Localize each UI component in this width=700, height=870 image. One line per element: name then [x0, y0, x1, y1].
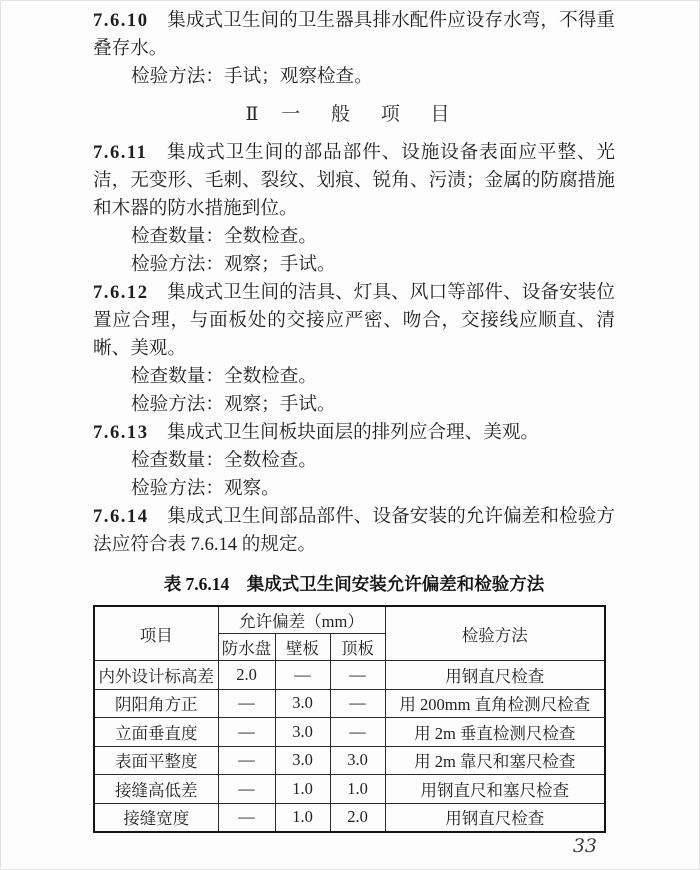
- table-row: [94, 718, 605, 747]
- clause-7-6-13-method: 检验方法：观察。: [131, 478, 280, 499]
- cell-pan: —: [218, 689, 275, 718]
- clause-7-6-11: [93, 139, 615, 223]
- clause-text: 集成式卫生间板块面层的排列应合理、美观。: [167, 422, 540, 443]
- page-content: [93, 7, 615, 833]
- section-heading: [93, 101, 615, 129]
- cell-method: 用钢直尺和塞尺检查: [385, 775, 605, 804]
- cell-method: 用钢直尺检查: [385, 661, 605, 690]
- cell-wall: 3.0: [275, 689, 330, 718]
- page-number: 33: [572, 835, 597, 857]
- clause-number: 7.6.14: [93, 506, 149, 527]
- cell-method: 用 2m 靠尺和塞尺检查: [385, 746, 605, 775]
- cell-wall: 1.0: [275, 775, 330, 804]
- cell-pan: —: [218, 718, 275, 747]
- clause-7-6-13-quantity: 检查数量：全数检查。: [131, 450, 317, 471]
- table-title: 表 7.6.14 集成式卫生间安装允许偏差和检验方法: [163, 574, 545, 594]
- table-row: [94, 661, 605, 690]
- clause-7-6-11-quantity: 检查数量：全数检查。: [131, 226, 317, 247]
- section-title: 一 般 项 目: [281, 104, 463, 125]
- table-row: [94, 689, 605, 718]
- table-row: [94, 803, 605, 832]
- clause-7-6-13: [93, 419, 615, 447]
- table-header-row-1: [94, 606, 605, 634]
- clause-7-6-10: [93, 7, 615, 63]
- cell-wall: 1.0: [275, 803, 330, 832]
- cell-item: 内外设计标高差: [94, 661, 218, 690]
- cell-item: 阴阳角方正: [94, 689, 218, 718]
- column-header-item: 项目: [94, 606, 218, 661]
- cell-pan: —: [218, 746, 275, 775]
- clause-number: 7.6.11: [93, 142, 148, 163]
- clause-7-6-11-method: 检验方法：观察；手试。: [131, 254, 336, 275]
- column-header-tolerance-group: 允许偏差（mm）: [218, 606, 385, 634]
- clause-text: 集成式卫生间的卫生器具排水配件应设存水弯，不得重叠存水。: [93, 10, 615, 59]
- cell-wall: 3.0: [275, 746, 330, 775]
- cell-ceiling: 3.0: [330, 746, 385, 775]
- column-header-ceiling-panel: 顶板: [330, 634, 385, 661]
- cell-ceiling: —: [330, 689, 385, 718]
- cell-ceiling: 1.0: [330, 775, 385, 804]
- clause-number: 7.6.10: [93, 10, 149, 31]
- cell-wall: 3.0: [275, 718, 330, 747]
- cell-item: 立面垂直度: [94, 718, 218, 747]
- tolerance-table: [93, 605, 606, 833]
- cell-item: 接缝宽度: [94, 803, 218, 832]
- clause-text: 集成式卫生间的洁具、灯具、风口等部件、设备安装位置应合理，与面板处的交接应严密、吻合，交接线应顺直、清晰、美观。: [93, 282, 615, 359]
- cell-wall: —: [275, 661, 330, 690]
- cell-item: 接缝高低差: [94, 775, 218, 804]
- clause-7-6-10-method: 检验方法：手试；观察检查。: [131, 66, 373, 87]
- table-row: [94, 775, 605, 804]
- cell-ceiling: —: [330, 661, 385, 690]
- cell-pan: —: [218, 803, 275, 832]
- clause-number: 7.6.12: [93, 282, 149, 303]
- cell-pan: 2.0: [218, 661, 275, 690]
- clause-text: 集成式卫生间部品部件、设备安装的允许偏差和检验方法应符合表 7.6.14 的规定。: [93, 506, 615, 555]
- column-header-waterproof-pan: 防水盘: [218, 634, 275, 661]
- cell-ceiling: 2.0: [330, 803, 385, 832]
- table-row: [94, 746, 605, 775]
- column-header-method: 检验方法: [385, 606, 605, 661]
- clause-7-6-12-quantity: 检查数量：全数检查。: [131, 366, 317, 387]
- clause-7-6-14: [93, 503, 615, 559]
- cell-pan: —: [218, 775, 275, 804]
- section-numeral: Ⅱ: [245, 104, 259, 125]
- clause-7-6-12: [93, 279, 615, 363]
- clause-text: 集成式卫生间的部品部件、设施设备表面应平整、光洁，无变形、毛刺、裂纹、划痕、锐角、污渍；金属的防腐措施和木器的防水措施到位。: [93, 142, 615, 219]
- cell-ceiling: —: [330, 718, 385, 747]
- clause-number: 7.6.13: [93, 422, 149, 443]
- cell-item: 表面平整度: [94, 746, 218, 775]
- cell-method: 用钢直尺检查: [385, 803, 605, 832]
- clause-7-6-12-method: 检验方法：观察；手试。: [131, 394, 336, 415]
- column-header-wall-panel: 壁板: [275, 634, 330, 661]
- cell-method: 用 2m 垂直检测尺检查: [385, 718, 605, 747]
- cell-method: 用 200mm 直角检测尺检查: [385, 689, 605, 718]
